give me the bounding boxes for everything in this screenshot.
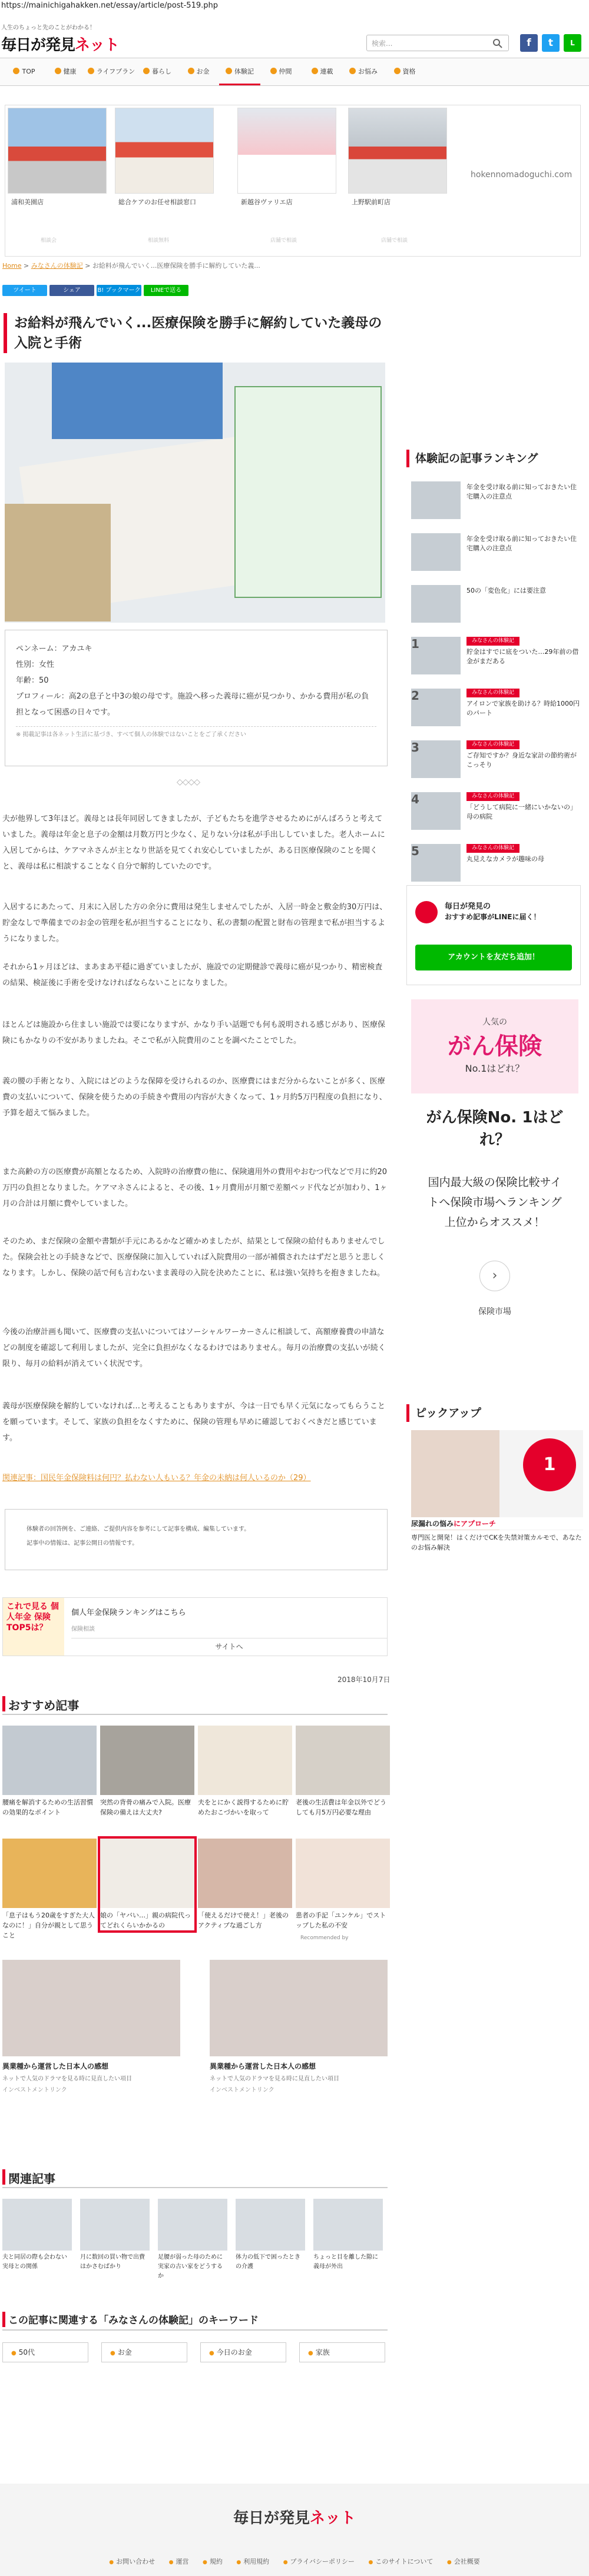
global-nav (0, 58, 589, 86)
nav-item-friends[interactable]: 仲間 (260, 58, 302, 85)
list-item[interactable] (411, 740, 582, 780)
breadcrumb-home[interactable]: Home (2, 262, 22, 270)
rank-number: 4 (411, 792, 419, 806)
line-promo-title2: おすすめ記事がLINEに届く！ (445, 913, 541, 921)
big-recommend-item[interactable] (2, 1960, 180, 2093)
nav-item-living[interactable]: 暮らし (137, 58, 178, 85)
list-item[interactable] (296, 1839, 390, 1930)
list-item[interactable] (411, 533, 582, 573)
article-paragraph: 夫が他界して3年ほど。義母とは長年同居してきましたが、子どもたちを進学させるためにがんばろうと考えていました。義母は年金と息子の金額は月数万円と少なく、足りない分は私が手出ししていました。老人ホームに入居してからは、ケアマネさんが主となり世話を見てくれ安心していましたが、ある日医療保険のことを聞くと、義母は私に相談することなく自分で解約していたのです。 (2, 815, 385, 871)
list-item[interactable] (411, 585, 582, 625)
footer-link[interactable]: ● 規約 (203, 2558, 223, 2565)
pill-pack-shape (52, 363, 223, 439)
nav-dot-icon (88, 68, 94, 74)
twitter-icon[interactable]: t (542, 34, 560, 52)
cancer-ad-label: 保険市場 (478, 1307, 511, 1317)
related-thumb (313, 2199, 383, 2251)
cancer-ad-headline: がん保険No. 1はどれ？ (426, 1109, 564, 1149)
rank-title: 「どうして病院に一緒にいかないの」母の病院 (466, 803, 577, 820)
list-item[interactable] (411, 844, 582, 884)
cancer-ad-small: 人気の (482, 1018, 507, 1027)
article-paragraph: 義の腰の手術となり、入院にはどのような保障を受けられるのか、医療費にはまだ分からないことが多く、医療費の支払いについて、保険を使うための手続きや費用の内容が大きくなって、1ヶ月約5万円程度の負担になり、予算を超えて悩みました。 (2, 1077, 387, 1118)
ad-label-2: 相談無料 (148, 238, 170, 244)
site-footer (0, 2484, 589, 2576)
related-caption: 夫と同居の際も会わない実母との関係 (2, 2254, 67, 2270)
rec-thumb (198, 1726, 292, 1795)
list-item[interactable] (80, 2199, 150, 2272)
list-item[interactable] (411, 689, 582, 729)
nav-item-license[interactable]: 資格 (384, 58, 425, 85)
list-item[interactable] (100, 1726, 194, 1817)
inline-ad[interactable] (2, 1597, 388, 1656)
site-header (0, 11, 589, 53)
rec-caption: 腰痛を解消するための生活習慣の効果的なポイント (2, 1799, 93, 1816)
rec-caption: 娘の「ヤバい…」親の病院代ってどれくらいかかるの (100, 1912, 191, 1929)
related-thumb (80, 2199, 150, 2251)
rank-number: 3 (411, 740, 419, 754)
nav-dot-icon (143, 68, 150, 74)
rec-caption: 「息子はもう20歳をすぎた大人なのに！」自分が親として思うこと (2, 1912, 95, 1939)
article-paragraph: また高齢の方の医療費が高額となるため、入院時の治療費の他に、保険適用外の費用やおむつ代などで月に約20万円の負担となりました。ケアマネさんによると、その後、1ヶ月費用が月額で差額ベッド代などが加わり、1ヶ月の合計は月額に費やしていました。 (2, 1168, 388, 1208)
list-item[interactable] (2, 1839, 97, 1940)
related-article-link-wrap (2, 1470, 388, 1486)
big-recommend-source: インベストメントリンク (210, 2087, 274, 2093)
nav-item-series[interactable]: 連載 (302, 58, 343, 85)
nav-item-experience[interactable]: 体験記 (219, 58, 260, 85)
rank-title: 年金を受け取る前に知っておきたい住宅購入の注意点 (466, 483, 577, 500)
list-item[interactable] (198, 1839, 292, 1930)
list-item[interactable] (100, 1839, 194, 1930)
rank-number: 1 (411, 637, 419, 651)
footer-link[interactable]: ● 運営 (169, 2558, 189, 2565)
hero-image (5, 363, 385, 623)
pickup-photo (411, 1430, 499, 1530)
pickup-desc: 専門医と開発！はくだけでCKを失禁対策カルモで、あなたのお悩み解決 (411, 1534, 582, 1551)
nav-dot-icon (13, 68, 19, 74)
nav-item-top[interactable]: TOP (4, 58, 45, 85)
footer-link[interactable]: ● このサイトについて (369, 2558, 434, 2565)
rec-caption: 夫をとにかく説得するために貯めたおこづかいを取って (198, 1799, 289, 1816)
article-paragraph: そのため、まだ保険の金額や書類が手元にあるかなど確かめましたが、結果として保険の給付もありませんでした。保険会社との手続きなどで、医療保険に加入していれば入院費用の一部が補償されたはずだと思うと悲しくなります。しかし、保険の話で何も言わないまま義母の入院を決めたことに、私は強い気持ちを抱きましたね。 (2, 1237, 385, 1278)
big-recommend-desc: ネットで人気のドラマを見る時に見直したい項目 (210, 2076, 339, 2082)
search-icon[interactable] (492, 38, 503, 49)
keyword-tag[interactable]: ● お金 (101, 2342, 187, 2362)
footer-logo[interactable] (0, 2506, 589, 2528)
ad-thumb-3[interactable] (237, 108, 336, 194)
cancer-insurance-ad[interactable] (411, 999, 578, 1382)
related-caption: 月に数回の買い物で出費はかさむばかり (80, 2254, 145, 2270)
rank-category: みなさんの体験記 (466, 689, 519, 697)
logo-accent-text: ネット (75, 36, 120, 54)
logo-main-text: 毎日が発見 (1, 36, 75, 54)
banknote-shape (5, 504, 111, 621)
ad-caption-1[interactable]: 浦和美園店 (11, 198, 44, 206)
hatena-bookmark-button[interactable]: B! ブックマーク (97, 285, 141, 296)
rec-thumb (2, 1726, 97, 1795)
pickup-ad[interactable] (411, 1430, 583, 1551)
keyword-tag[interactable]: ● 今日のお金 (200, 2342, 286, 2362)
recommend-heading: おすすめ記事 (2, 1696, 388, 1715)
big-recommend-item[interactable] (210, 1960, 388, 2093)
related-thumb (2, 2199, 72, 2251)
big-recommend-title: 異業種から運営した日本人の感想 (210, 2062, 316, 2070)
list-item[interactable] (236, 2199, 305, 2272)
rec-caption: 「使えるだけで使え！」老後のアクティブな過ごし方 (198, 1912, 289, 1929)
ad-thumb-2[interactable] (115, 108, 214, 194)
cancer-ad-banner (411, 999, 578, 1093)
disclaimer-line: 体験者の回答例を、ご連絡、ご提供内容を参考にして記事を構成、編集しています。 (27, 1526, 250, 1533)
footer-link[interactable]: ● お問い合わせ (109, 2558, 155, 2565)
line-add-friend-button[interactable]: アカウントを友だち追加！ (415, 945, 572, 970)
inline-ad-title: 個人年金保険ランキングはこちら (71, 1608, 186, 1617)
article-paragraph: それから1ヶ月ほどは、まあまあ平穏に過ぎていましたが、施設での定期健診で義母に癌が見つかり、精密検査の結果、検証後に手術を受けなければならないことになりました。 (2, 963, 383, 988)
line-promo-logo-icon (415, 901, 438, 923)
ad-domain[interactable]: hokennomadoguchi.com (471, 170, 573, 180)
pickup-title: 尿漏れの悩み (411, 1520, 454, 1528)
rec-caption: 患者の手記「ユンケル」でストップした私の不安 (296, 1912, 386, 1929)
breadcrumb-category[interactable]: みなさんの体験記 (31, 262, 83, 270)
article-paragraph: 義母が医療保険を解約していなければ…と考えることもありますが、今は一日でも早く元気になってもらうことを願っています。そして、家族の負担をなくすために、保険の管理も早めに確認しておくべきだと感じています。 (2, 1402, 386, 1442)
list-item[interactable] (411, 792, 582, 832)
cancer-ad-body: 国内最大級の保険比較サイトへ保険市場へランキング上位からオススメ！ (428, 1176, 562, 1229)
nav-item-worries[interactable]: お悩み (343, 58, 384, 85)
breadcrumb: Home > みなさんの体験記 > お給料が飛んでいく...医療保険を勝手に解約していた義... (2, 262, 260, 270)
line-share-button[interactable]: LINEで送る (144, 285, 188, 296)
rec-thumb (100, 1726, 194, 1795)
rank-category: みなさんの体験記 (466, 740, 519, 749)
list-item[interactable] (198, 1726, 292, 1817)
rank-title: アイロンで家族を助ける？時給1000円のパート (466, 700, 580, 717)
profile-about: プロフィール：高2の息子と中3の娘の母です。施設へ移った義母に癌が見つかり、かかる費用が私の負担となって困惑の日々です。 (16, 692, 369, 717)
chevron-right-icon[interactable]: › (479, 1261, 510, 1291)
big-recommend-title: 異業種から運営した日本人の感想 (2, 2062, 109, 2070)
rank-title: 年金を受け取る前に知っておきたい住宅購入の注意点 (466, 535, 577, 552)
site-tagline: 人生のちょっと先のことがわかる！ (1, 25, 95, 31)
profile-age: 年齢：50 (16, 676, 49, 685)
related-caption: 体力の低下で困ったときの介護 (236, 2254, 300, 2270)
profile-box (5, 630, 388, 766)
profile-pen-name: ペンネーム：アカユキ (16, 644, 92, 653)
rank-category: みなさんの体験記 (466, 844, 519, 853)
cancer-ad-big: がん保険 (448, 1033, 542, 1060)
rec-thumb (2, 1839, 97, 1908)
inline-ad-badge: これで見る 個人年金 保険 TOP5は？ (3, 1598, 64, 1656)
nav-dot-icon (270, 68, 277, 74)
pickup-heading: ピックアップ (406, 1404, 583, 1422)
rank-title: 丸見えなカメラが趣味の母 (466, 855, 544, 863)
nav-dot-icon (349, 68, 356, 74)
article-paragraph: 今後の治療計画も聞いて、医療費の支払いについてはソーシャルワーカーさんに相談して、高額療養費の申請などの制度を確認して利用しましたが、完全に負担がなくなるわけではありません。毎月の治療費の支払いが続く限り、毎月の給料が消えていく状況です。 (2, 1328, 386, 1368)
footer-links (0, 2557, 589, 2566)
ranking-heading: 体験記の記事ランキング (406, 450, 583, 467)
rank-thumb (411, 585, 461, 623)
related-caption: ちょっと目を離した隙に義母が外出 (313, 2254, 378, 2270)
ad-caption-2[interactable]: 総合ケアのお任せ相談窓口 (118, 198, 196, 206)
facebook-share-button[interactable]: シェア (49, 285, 94, 296)
rank-title: 貯金はすでに底をついた…29年前の借金がまだある (466, 648, 579, 665)
nav-dot-icon (226, 68, 232, 74)
keyword-tag[interactable]: ● 50代 (2, 2342, 88, 2362)
facebook-icon[interactable]: f (520, 34, 538, 52)
nav-item-health[interactable]: 健康 (45, 58, 86, 85)
page-title: お給料が飛んでいく...医療保険を勝手に解約していた義母の入院と手術 (4, 313, 389, 353)
nav-dot-icon (188, 68, 194, 74)
breadcrumb-current: お給料が飛んでいく...医療保険を勝手に解約していた義... (92, 262, 260, 270)
rank-title: 50の「変色化」には要注意 (466, 587, 546, 594)
profile-sex: 性別：女性 (16, 660, 55, 669)
rec-caption: 老後の生活費は年金以外でどうしても月5万円必要な理由 (296, 1799, 386, 1816)
rec-thumb (100, 1839, 194, 1908)
footer-logo-main: 毎日が発見 (233, 2509, 310, 2527)
profile-note: ※ 掲載記事は各ネット生活に基づき、すべて個人の体験ではないことをご了承ください (16, 726, 376, 741)
list-item[interactable] (2, 2199, 72, 2272)
line-promo-title: 毎日が発見の (445, 902, 491, 911)
pickup-badge-icon: 1 (523, 1438, 576, 1491)
related-article-link[interactable]: 関連記事：国民年金保険料は何円？払わない人もいる？年金の未納は何人いるのか（29） (2, 1474, 311, 1483)
rec-thumb (198, 1839, 292, 1908)
address-url[interactable]: https://mainichigahakken.net/essay/article/post-519.php (1, 1, 218, 10)
big-recommend-thumb (2, 1960, 180, 2056)
big-recommend-desc: ネットで人気のドラマを見る時に見直したい項目 (2, 2076, 132, 2082)
rank-category: みなさんの体験記 (466, 792, 519, 801)
rank-category: みなさんの体験記 (466, 637, 519, 646)
ad-label-4: 店舗で相談 (381, 238, 408, 244)
ad-label-1: 相談会 (41, 238, 57, 244)
keyword-heading: この記事に関連する「みなさんの体験記」のキーワード (2, 2312, 388, 2331)
pickup-title-accent: にアプローチ (454, 1520, 497, 1528)
ad-caption-4[interactable]: 上野駅前町店 (352, 198, 391, 206)
footer-logo-accent: ネット (310, 2509, 356, 2527)
list-item[interactable] (158, 2199, 227, 2281)
nav-dot-icon (394, 68, 401, 74)
divider-diamonds-icon: ◇◇◇◇ (177, 777, 200, 787)
list-item[interactable] (411, 481, 582, 521)
list-item[interactable] (313, 2199, 383, 2272)
rec-thumb (296, 1726, 390, 1795)
search-input[interactable]: 検索... (366, 35, 509, 51)
rank-number: 5 (411, 844, 419, 858)
nav-dot-icon (312, 68, 318, 74)
ad-label-3: 店舗で相談 (270, 238, 297, 244)
rank-thumb (411, 533, 461, 571)
top-ad-banner[interactable] (5, 105, 581, 257)
related-heading: 関連記事 (2, 2169, 388, 2188)
disclaimer-line: 記事中の情報は、記事公開日の情報です。 (27, 1540, 138, 1547)
insurance-card-shape (234, 386, 382, 598)
recommended-by-label: Recommended by (300, 1935, 349, 1941)
related-thumb (236, 2199, 305, 2251)
footer-link[interactable]: ● プライバシーポリシー (283, 2558, 355, 2565)
publish-date: 2018年10月7日 (337, 1676, 391, 1684)
article-paragraph: 入居するにあたって、月末に入居した方の余分に費用は発生しませんでしたが、入居一時金と敷金約30万円は、貯金なしで準備までのお金の管理を私が担当することになり、私の書類の配置と財布の管理まで私が担当するようになりました。 (2, 903, 388, 943)
rank-title: ご存知ですか？身近な家計の節約術がこっそり (466, 752, 577, 769)
related-thumb (158, 2199, 227, 2251)
ad-thumb-4[interactable] (348, 108, 447, 194)
article-paragraph: ほとんどは施設から住ましい施設では要になりますが、かなり手い話題でも何も説明される感じがあり、医療保険にもかなりの不安がありましたね。そこで私が入院費用のことを調べたことでした。 (2, 1021, 386, 1045)
ad-caption-3[interactable]: 新越谷ヴァリエ店 (241, 198, 293, 206)
rank-thumb (411, 481, 461, 519)
rec-caption: 突然の背骨の痛みで入院。医療保険の備えは大丈夫? (100, 1799, 191, 1816)
inline-ad-sub: 保険相談 (71, 1626, 95, 1633)
cancer-ad-rank: No.1はどれ？ (465, 1063, 525, 1074)
nav-item-money[interactable]: お金 (178, 58, 219, 85)
big-recommend-source: インベストメントリンク (2, 2087, 67, 2093)
inline-ad-cta[interactable]: サイトへ (71, 1638, 387, 1654)
site-logo[interactable] (1, 33, 119, 55)
nav-item-lifeplan[interactable]: ライフプラン (86, 58, 137, 85)
disclaimer-box (5, 1509, 388, 1570)
related-caption: 足腰が弱った母のために実家の古い家をどうするか (158, 2254, 223, 2279)
rec-thumb (296, 1839, 390, 1908)
keyword-tag[interactable]: ● 家族 (299, 2342, 385, 2362)
rank-number: 2 (411, 689, 419, 703)
line-icon[interactable]: L (564, 34, 581, 52)
nav-dot-icon (55, 68, 61, 74)
footer-link[interactable]: ● 利用規約 (236, 2558, 269, 2565)
list-item[interactable] (296, 1726, 390, 1817)
footer-link[interactable]: ● 会社概要 (447, 2558, 480, 2565)
list-item[interactable] (2, 1726, 97, 1817)
ad-thumb-1[interactable] (8, 108, 107, 194)
big-recommend-thumb (210, 1960, 388, 2056)
tweet-button[interactable]: ツイート (2, 285, 47, 296)
list-item[interactable] (411, 637, 582, 677)
line-promo (406, 885, 581, 985)
